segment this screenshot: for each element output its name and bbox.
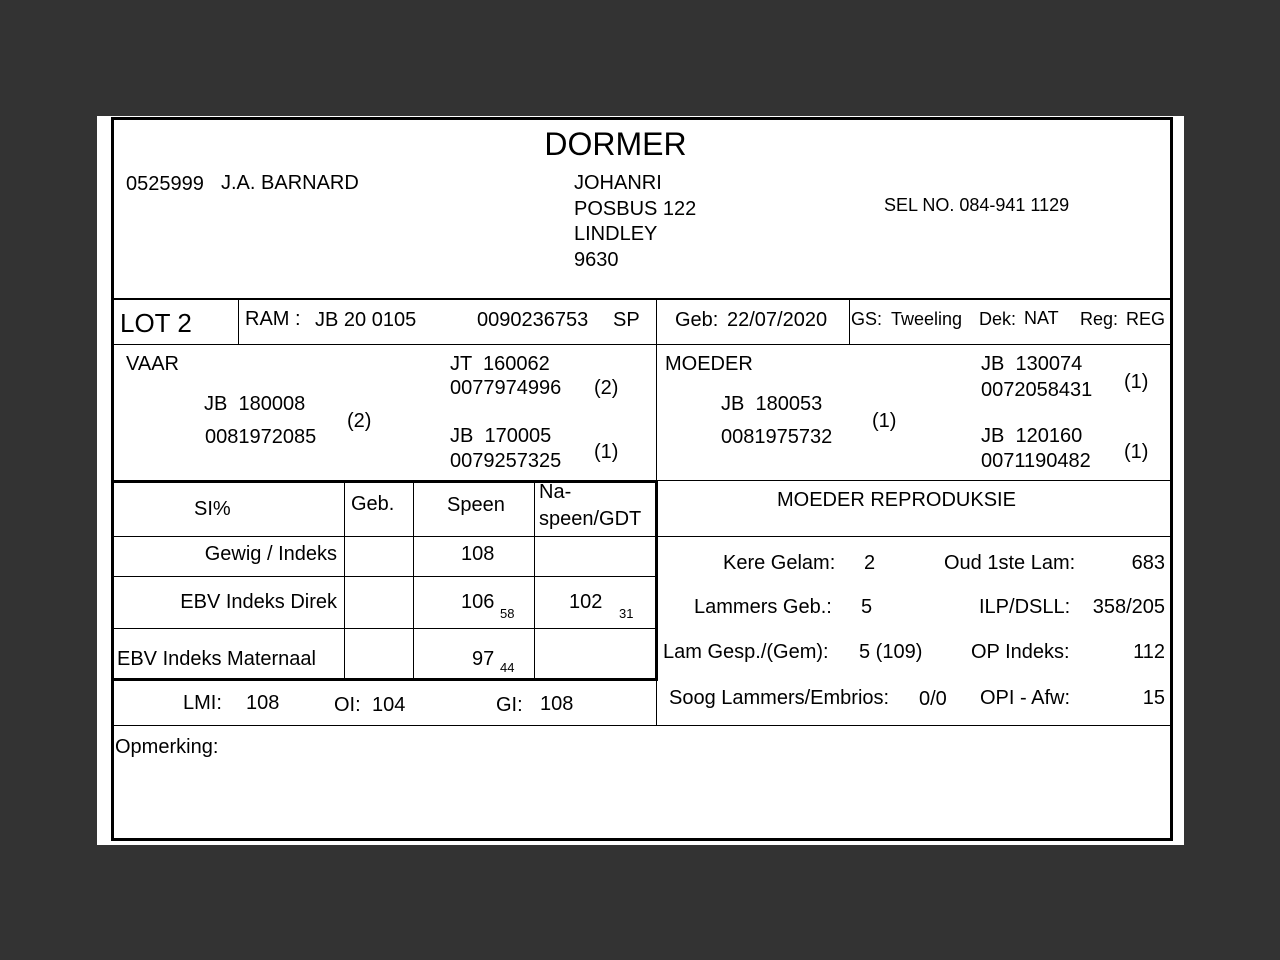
remarks-label: Opmerking: <box>115 736 219 758</box>
dam-sire-id: JB 130074 <box>981 353 1083 375</box>
speen-header: Speen <box>447 494 505 516</box>
oi-value: 104 <box>372 694 406 716</box>
divider <box>656 345 657 480</box>
row-label: EBV Indeks Direk <box>180 591 337 613</box>
naspeen-header: Na- <box>539 481 572 503</box>
divider <box>111 480 658 483</box>
lammers-label: Lammers Geb.: <box>694 596 832 618</box>
divider <box>344 482 345 679</box>
frame-left <box>111 117 114 839</box>
lmi-value: 108 <box>246 692 280 714</box>
dam-dam-number: 0071190482 <box>981 450 1091 472</box>
dam-sire-score: (1) <box>1124 371 1149 393</box>
dam-title: MOEDER <box>665 353 753 375</box>
soog-value: 0/0 <box>919 688 947 710</box>
birth-label: Geb: <box>675 309 719 331</box>
speen-value: 97 <box>472 648 495 670</box>
birth-date: 22/07/2020 <box>727 309 828 331</box>
row-label: EBV Indeks Maternaal <box>117 648 316 670</box>
kere-label: Kere Gelam: <box>723 552 836 574</box>
divider <box>111 725 1173 726</box>
oud-value: 683 <box>1131 552 1165 574</box>
divider <box>656 299 657 345</box>
divider <box>849 299 850 345</box>
sire-sire-id: JT 160062 <box>450 353 550 375</box>
naspeen-header: speen/GDT <box>539 508 642 530</box>
reg-value: REG <box>1126 309 1166 329</box>
breeder-code: 0525999 <box>126 173 204 195</box>
divider <box>655 480 658 680</box>
address-line: POSBUS 122 <box>574 198 697 220</box>
divider <box>238 299 239 345</box>
divider <box>111 628 658 629</box>
geb-header: Geb. <box>351 493 395 515</box>
op-value: 112 <box>1133 641 1165 663</box>
breeder-name: J.A. BARNARD <box>221 172 359 194</box>
frame-bottom <box>111 838 1173 841</box>
op-label: OP Indeks: <box>971 641 1070 663</box>
dam-sire-number: 0072058431 <box>981 379 1093 401</box>
dam-dam-score: (1) <box>1124 441 1149 463</box>
ram-code: SP <box>613 309 640 331</box>
divider <box>111 298 1173 300</box>
naspeen-accuracy: 31 <box>619 606 634 621</box>
sire-sire-score: (2) <box>594 377 619 399</box>
divider <box>111 576 658 577</box>
lammers-value: 5 <box>861 596 873 618</box>
opi-value: 15 <box>1142 687 1165 709</box>
dam-score: (1) <box>872 410 897 432</box>
divider <box>413 482 414 679</box>
sire-title: VAAR <box>126 353 179 375</box>
dam-dam-id: JB 120160 <box>981 425 1083 447</box>
sire-number: 0081972085 <box>205 426 317 448</box>
oi-label: OI: <box>334 694 361 716</box>
divider <box>656 679 657 726</box>
lot-number: LOT 2 <box>120 308 192 338</box>
gesp-value: 5 (109) <box>859 641 923 663</box>
gesp-label: Lam Gesp./(Gem): <box>663 641 829 663</box>
sire-dam-id: JB 170005 <box>450 425 552 447</box>
opi-label: OPI - Afw: <box>980 687 1071 709</box>
sire-id: JB 180008 <box>204 393 306 415</box>
reproduction-title: MOEDER REPRODUKSIE <box>777 489 1016 511</box>
sire-dam-number: 0079257325 <box>450 450 562 472</box>
address-line: 9630 <box>574 249 619 271</box>
dek-value: NAT <box>1024 308 1059 328</box>
reg-label: Reg: <box>1080 309 1119 329</box>
remarks-area[interactable] <box>114 761 1169 837</box>
divider <box>111 344 1173 345</box>
ram-label: RAM : <box>245 308 301 330</box>
gs-label: GS: <box>851 309 883 329</box>
breed-title: DORMER <box>544 126 687 162</box>
speen-accuracy: 58 <box>500 606 515 621</box>
divider <box>111 678 658 681</box>
si-header: SI% <box>194 498 231 520</box>
soog-label: Soog Lammers/Embrios: <box>669 687 890 709</box>
lot-card <box>97 116 1184 845</box>
divider <box>658 480 1173 481</box>
ram-registration: 0090236753 <box>477 309 589 331</box>
gi-value: 108 <box>540 693 574 715</box>
row-label: Gewig / Indeks <box>204 543 337 565</box>
ilp-label: ILP/DSLL: <box>979 596 1071 618</box>
speen-value: 108 <box>461 543 495 565</box>
speen-value: 106 <box>461 591 495 613</box>
divider <box>534 482 535 679</box>
frame-top <box>111 117 1173 120</box>
lmi-label: LMI: <box>183 692 222 714</box>
dam-number: 0081975732 <box>721 426 833 448</box>
divider <box>111 536 1173 537</box>
naspeen-value: 102 <box>569 591 603 613</box>
gs-value: Tweeling <box>891 309 963 329</box>
kere-value: 2 <box>864 552 876 574</box>
ilp-value: 358/205 <box>1092 596 1165 618</box>
address-line: JOHANRI <box>574 172 662 194</box>
dam-id: JB 180053 <box>721 393 823 415</box>
sire-score: (2) <box>347 410 372 432</box>
speen-accuracy: 44 <box>500 660 515 675</box>
phone-number: SEL NO. 084-941 1129 <box>884 195 1070 215</box>
dek-label: Dek: <box>979 309 1017 329</box>
frame-right <box>1170 117 1173 839</box>
gi-label: GI: <box>496 694 523 716</box>
address-line: LINDLEY <box>574 223 658 245</box>
sire-sire-number: 0077974996 <box>450 377 562 399</box>
sire-dam-score: (1) <box>594 441 619 463</box>
ram-id: JB 20 0105 <box>315 309 417 331</box>
oud-label: Oud 1ste Lam: <box>944 552 1076 574</box>
